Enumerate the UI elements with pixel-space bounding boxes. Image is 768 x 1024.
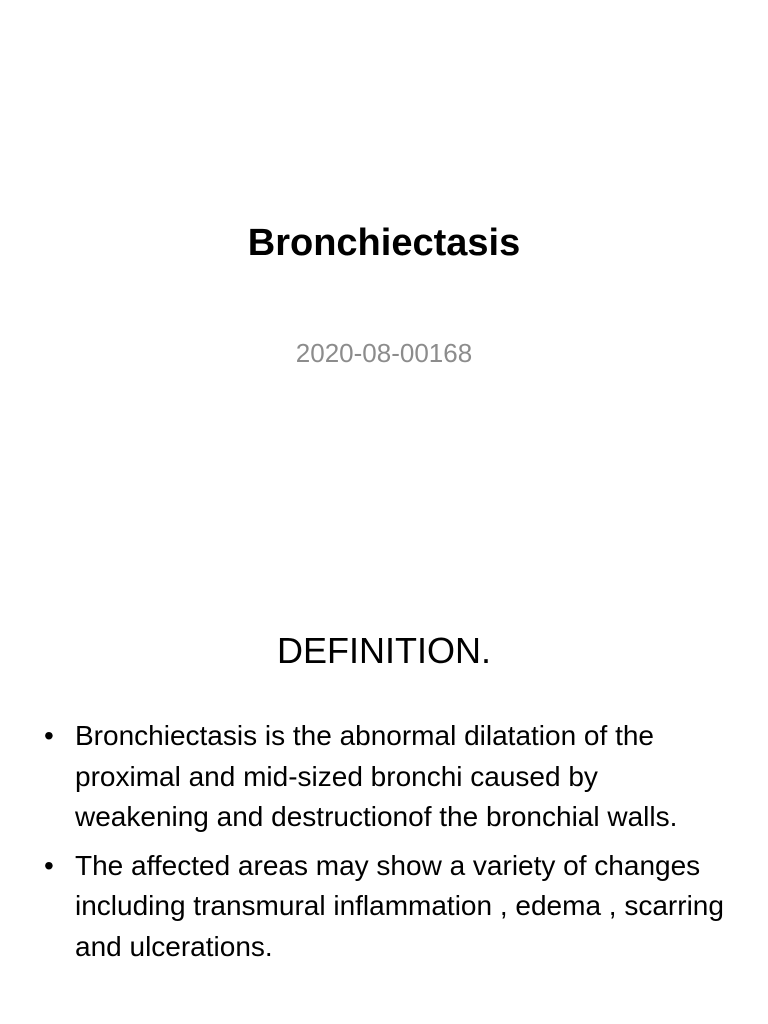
slide-subtitle: 2020-08-00168: [295, 338, 473, 368]
bullet-item: [0, 846, 768, 968]
bullet-text: Bronchiectasis is the abnormal dilatation of the proximal and mid-sized bronchi caused by weakening and destructionof the bronchial walls.: [75, 720, 678, 832]
slide-heading: DEFINITION.: [277, 630, 491, 671]
bullet-icon: •: [44, 720, 54, 751]
bullet-text: The affected areas may show a variety of changes including transmural inflammation , edema , scarring and ulcerations.: [75, 849, 724, 962]
bullet-icon: •: [44, 849, 54, 881]
definition-slide: [0, 560, 768, 1024]
bullet-list: [0, 716, 768, 975]
slide-title: Bronchiectasis: [247, 222, 521, 264]
bullet-item: [0, 716, 768, 838]
